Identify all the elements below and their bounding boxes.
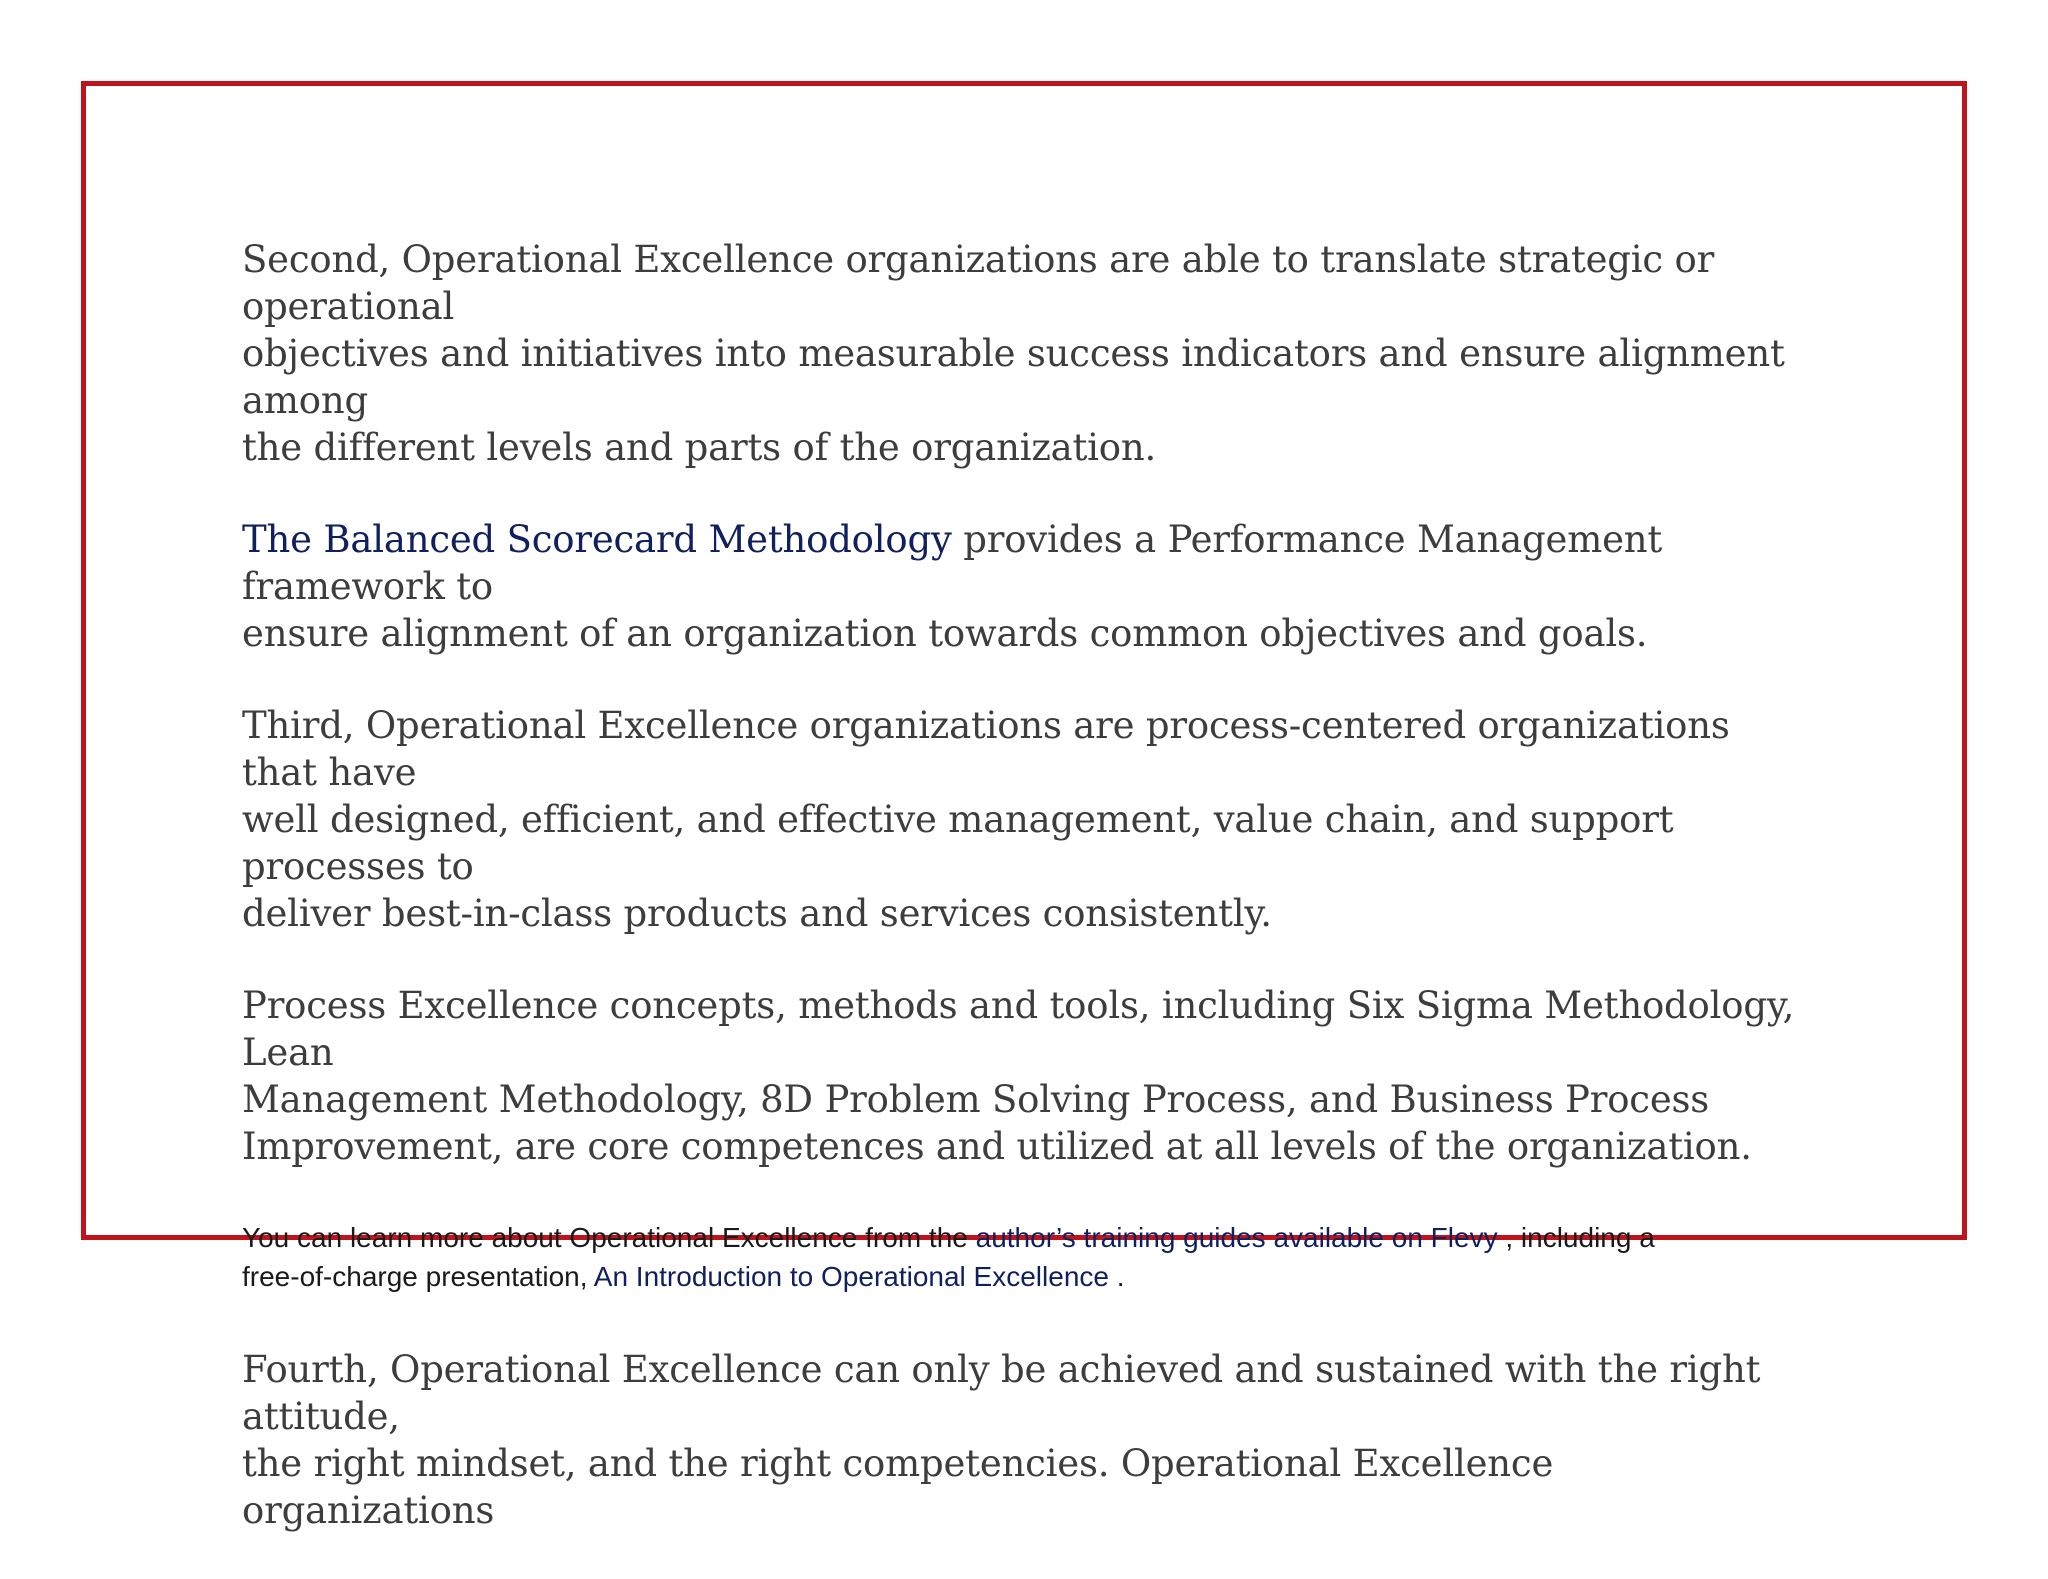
paragraph-text: You can learn more about Operational Excellence from the	[242, 1222, 976, 1253]
paragraph-line: Management Methodology, 8D Problem Solving Process, and Business Process	[242, 1078, 1710, 1121]
paragraph-line: the different levels and parts of the organization.	[242, 426, 1157, 469]
paragraph-line: Third, Operational Excellence organizations are process-centered organizations that have	[242, 704, 1730, 794]
paragraph-line: Improvement, are core competences and utilized at all levels of the organization.	[242, 1125, 1752, 1168]
paragraph-text: provides a Performance Management framework to	[242, 518, 1663, 608]
paragraph-process-excellence	[242, 982, 1802, 1170]
intro-presentation-link[interactable]: An Introduction to Operational Excellence	[593, 1261, 1109, 1292]
paragraph-line	[242, 1257, 1802, 1296]
balanced-scorecard-link[interactable]: The Balanced Scorecard Methodology	[242, 518, 952, 561]
paragraph-line: well designed, efficient, and effective management, value chain, and support processes to	[242, 798, 1674, 888]
paragraph-second	[242, 236, 1802, 471]
paragraph-text: , including a	[1497, 1222, 1655, 1253]
paragraph-third	[242, 702, 1802, 937]
paragraph-line: deliver best-in-class products and services consistently.	[242, 892, 1272, 935]
paragraph-line	[242, 516, 1802, 610]
paragraph-line: objectives and initiatives into measurable success indicators and ensure alignment among	[242, 332, 1785, 422]
paragraph-line: Process Excellence concepts, methods and tools, including Six Sigma Methodology, Lean	[242, 984, 1795, 1074]
paragraph-line: Fourth, Operational Excellence can only be achieved and sustained with the right attitude,	[242, 1348, 1761, 1438]
paragraph-line: ensure alignment of an organization towards common objectives and goals.	[242, 612, 1648, 655]
paragraph-fourth	[242, 1346, 1802, 1534]
article-body	[242, 236, 1802, 1579]
paragraph-line: the right mindset, and the right competencies. Operational Excellence organizations	[242, 1442, 1554, 1532]
paragraph-text: free-of-charge presentation,	[242, 1261, 594, 1292]
paragraph-line: Second, Operational Excellence organizations are able to translate strategic or operational	[242, 238, 1715, 328]
paragraph-line	[242, 1218, 1802, 1257]
training-guides-link[interactable]: author’s training guides available on Flevy	[975, 1222, 1498, 1253]
paragraph-text: .	[1108, 1261, 1125, 1292]
paragraph-learn-more	[242, 1218, 1802, 1296]
paragraph-balanced-scorecard	[242, 516, 1802, 657]
